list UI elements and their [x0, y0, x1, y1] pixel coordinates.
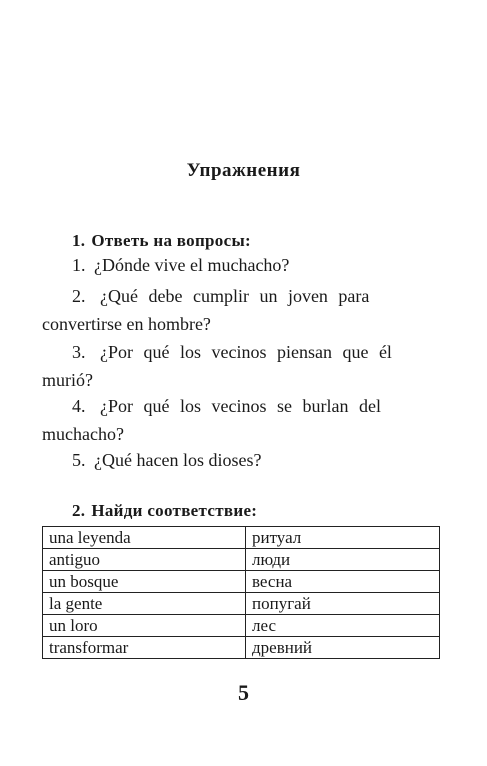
question-number: 5.: [72, 450, 86, 470]
page-number: 5: [238, 680, 249, 705]
spanish-term: un bosque: [43, 571, 246, 593]
exercise-2-number: 2.: [72, 501, 86, 520]
russian-term: ритуал: [246, 527, 440, 549]
question-text: ¿Dónde vive el muchacho?: [94, 255, 290, 275]
matching-table: [42, 526, 440, 659]
question-line: [42, 392, 440, 420]
question-text: ¿Por qué los vecinos se burlan del: [100, 396, 381, 416]
question-line-continued: convertirse en hombre?: [42, 314, 211, 334]
spanish-term: la gente: [43, 593, 246, 615]
question-line: [42, 282, 440, 310]
spanish-term: transformar: [43, 637, 246, 659]
question-5: [42, 446, 440, 474]
spanish-term: antiguo: [43, 549, 246, 571]
question-line-continued: muchacho?: [42, 424, 124, 444]
page-title: Упражнения: [186, 160, 301, 181]
table-row: [43, 615, 440, 637]
question-number: 2.: [72, 286, 86, 306]
question-2: [42, 282, 440, 338]
question-text: ¿Qué hacen los dioses?: [94, 450, 262, 470]
question-number: 4.: [72, 396, 86, 416]
exercise-2-heading: [72, 501, 257, 521]
table-row: [43, 527, 440, 549]
russian-term: древний: [246, 637, 440, 659]
exercise-1-number: 1.: [72, 231, 86, 250]
question-line: [42, 338, 440, 366]
table-row: [43, 637, 440, 659]
question-line-continued: murió?: [42, 370, 93, 390]
spanish-term: un loro: [43, 615, 246, 637]
exercise-2-title: Найди соответствие:: [91, 501, 258, 520]
russian-term: лес: [246, 615, 440, 637]
question-4: [42, 392, 440, 448]
question-number: 3.: [72, 342, 86, 362]
russian-term: весна: [246, 571, 440, 593]
exercise-1-heading: [72, 231, 251, 251]
russian-term: попугай: [246, 593, 440, 615]
russian-term: люди: [246, 549, 440, 571]
question-3: [42, 338, 440, 394]
spanish-term: una leyenda: [43, 527, 246, 549]
question-text: ¿Por qué los vecinos piensan que él: [100, 342, 392, 362]
question-text: ¿Qué debe cumplir un joven para: [100, 286, 370, 306]
table-row: [43, 593, 440, 615]
question-1: [42, 251, 440, 279]
exercise-1-title: Ответь на вопросы:: [91, 231, 251, 250]
question-number: 1.: [72, 255, 86, 275]
table-row: [43, 549, 440, 571]
table-row: [43, 571, 440, 593]
